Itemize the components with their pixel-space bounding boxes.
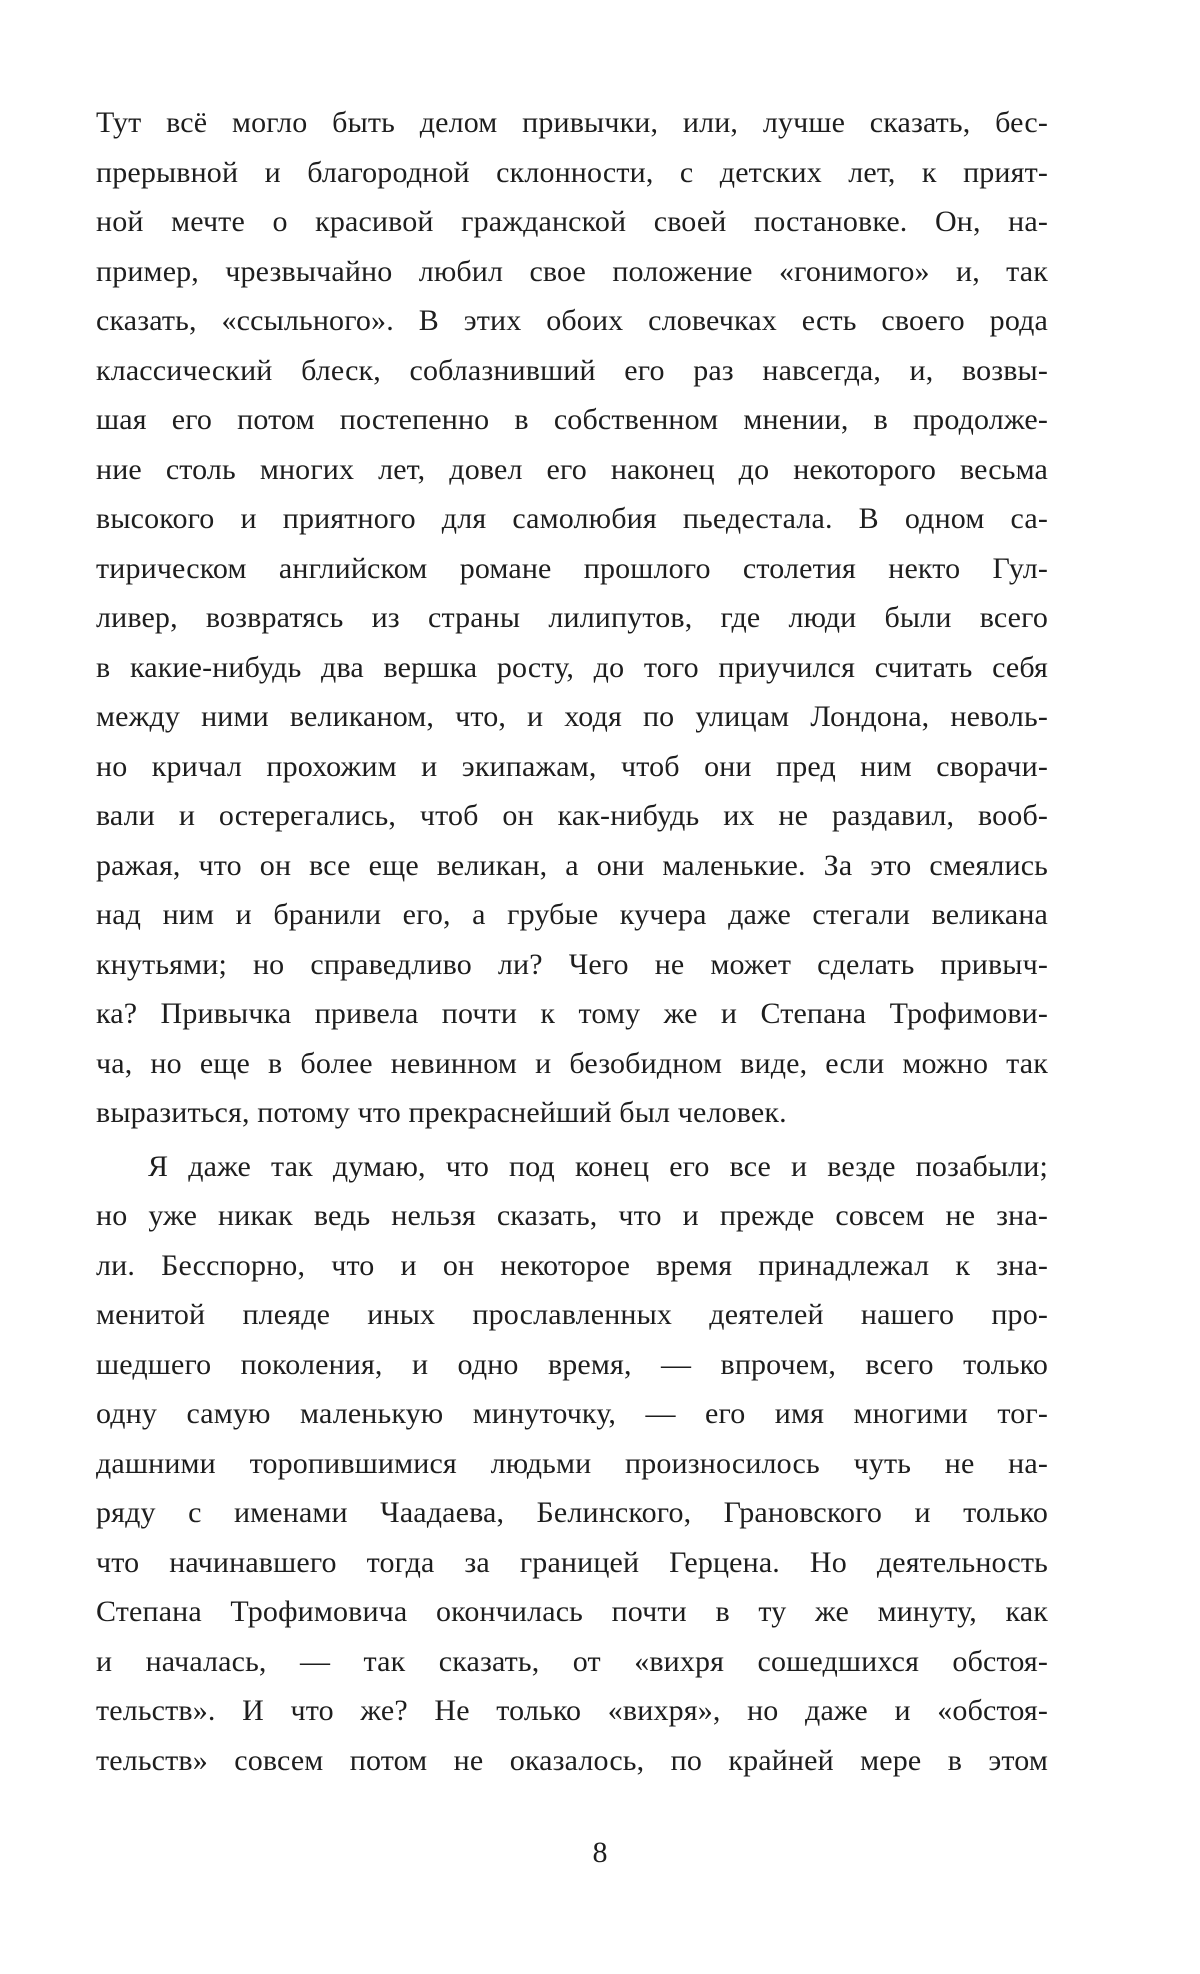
- text-line: классический блеск, соблазнивший его раз навсегда, и, возвы-: [96, 353, 1048, 387]
- text-line: и началась, — так сказать, от «вихря сошедшихся обстоя-: [96, 1644, 1048, 1678]
- text-line: ли. Бесспорно, что и он некоторое время принадлежал к зна-: [96, 1248, 1048, 1282]
- text-line: между ними великаном, что, и ходя по улицам Лондона, неволь-: [96, 700, 1048, 733]
- text-line: Тут всё могло быть делом привычки, или, лучше сказать, бес-: [96, 106, 1048, 139]
- text-line: тельств» совсем потом не оказалось, по крайней мере в этом: [96, 1743, 1048, 1777]
- text-line: ливер, возвратясь из страны лилипутов, где люди были всего: [96, 601, 1048, 634]
- text-line: кнутьями; но справедливо ли? Чего не может сделать привыч-: [96, 947, 1048, 981]
- text-line: что начинавшего тогда за границей Герцена. Но деятельность: [96, 1545, 1048, 1579]
- text-line: тирическом английском романе прошлого столетия некто Гул-: [96, 551, 1048, 585]
- text-line: высокого и приятного для самолюбия пьедестала. В одном са-: [96, 502, 1048, 535]
- text-line: ча, но еще в более невинном и безобидном виде, если можно так: [96, 1046, 1048, 1080]
- text-line: Степана Трофимовича окончилась почти в ту же минуту, как: [96, 1595, 1048, 1628]
- body-text: [96, 98, 1048, 1785]
- text-line: менитой плеяде иных прославленных деятелей нашего про-: [96, 1298, 1048, 1331]
- text-line: но уже никак ведь нельзя сказать, что и прежде совсем не зна-: [96, 1199, 1048, 1232]
- text-line: сказать, «ссыльного». В этих обоих словечках есть своего рода: [96, 304, 1048, 337]
- text-line: пример, чрезвычайно любил свое положение «гонимого» и, так: [96, 254, 1048, 288]
- text-line: шедшего поколения, и одно время, — впрочем, всего только: [96, 1347, 1048, 1381]
- paragraph-1: [96, 98, 1048, 1138]
- text-line: дашними торопившимися людьми произносилось чуть не на-: [96, 1446, 1048, 1480]
- text-line: выразиться, потому что прекраснейший был человек.: [96, 1096, 787, 1129]
- text-line: тельств». И что же? Не только «вихря», но даже и «обстоя-: [96, 1694, 1048, 1727]
- text-line: ка? Привычка привела почти к тому же и Степана Трофимови-: [96, 997, 1048, 1030]
- text-line: Я даже так думаю, что под конец его все и везде позабыли;: [148, 1149, 1048, 1183]
- text-line: прерывной и благородной склонности, с детских лет, к прият-: [96, 155, 1048, 189]
- text-line: шая его потом постепенно в собственном мнении, в продолже-: [96, 403, 1048, 436]
- text-line: ражая, что он все еще великан, а они маленькие. За это смеялись: [96, 848, 1048, 882]
- text-line: ряду с именами Чаадаева, Белинского, Грановского и только: [96, 1496, 1048, 1529]
- text-line: но кричал прохожим и экипажам, чтоб они пред ним сворачи-: [96, 749, 1048, 783]
- text-line: ной мечте о красивой гражданской своей постановке. Он, на-: [96, 205, 1048, 238]
- text-line: ние столь многих лет, довел его наконец до некоторого весьма: [96, 452, 1048, 486]
- page-number: 8: [592, 1836, 608, 1869]
- paragraph-2: [96, 1142, 1048, 1786]
- text-line: в какие-нибудь два вершка росту, до того приучился считать себя: [96, 650, 1048, 684]
- text-line: вали и остерегались, чтоб он как-нибудь их не раздавил, вооб-: [96, 799, 1048, 832]
- text-line: одну самую маленькую минуточку, — его имя многими тог-: [96, 1397, 1048, 1430]
- text-line: над ним и бранили его, а грубые кучера даже стегали великана: [96, 898, 1048, 931]
